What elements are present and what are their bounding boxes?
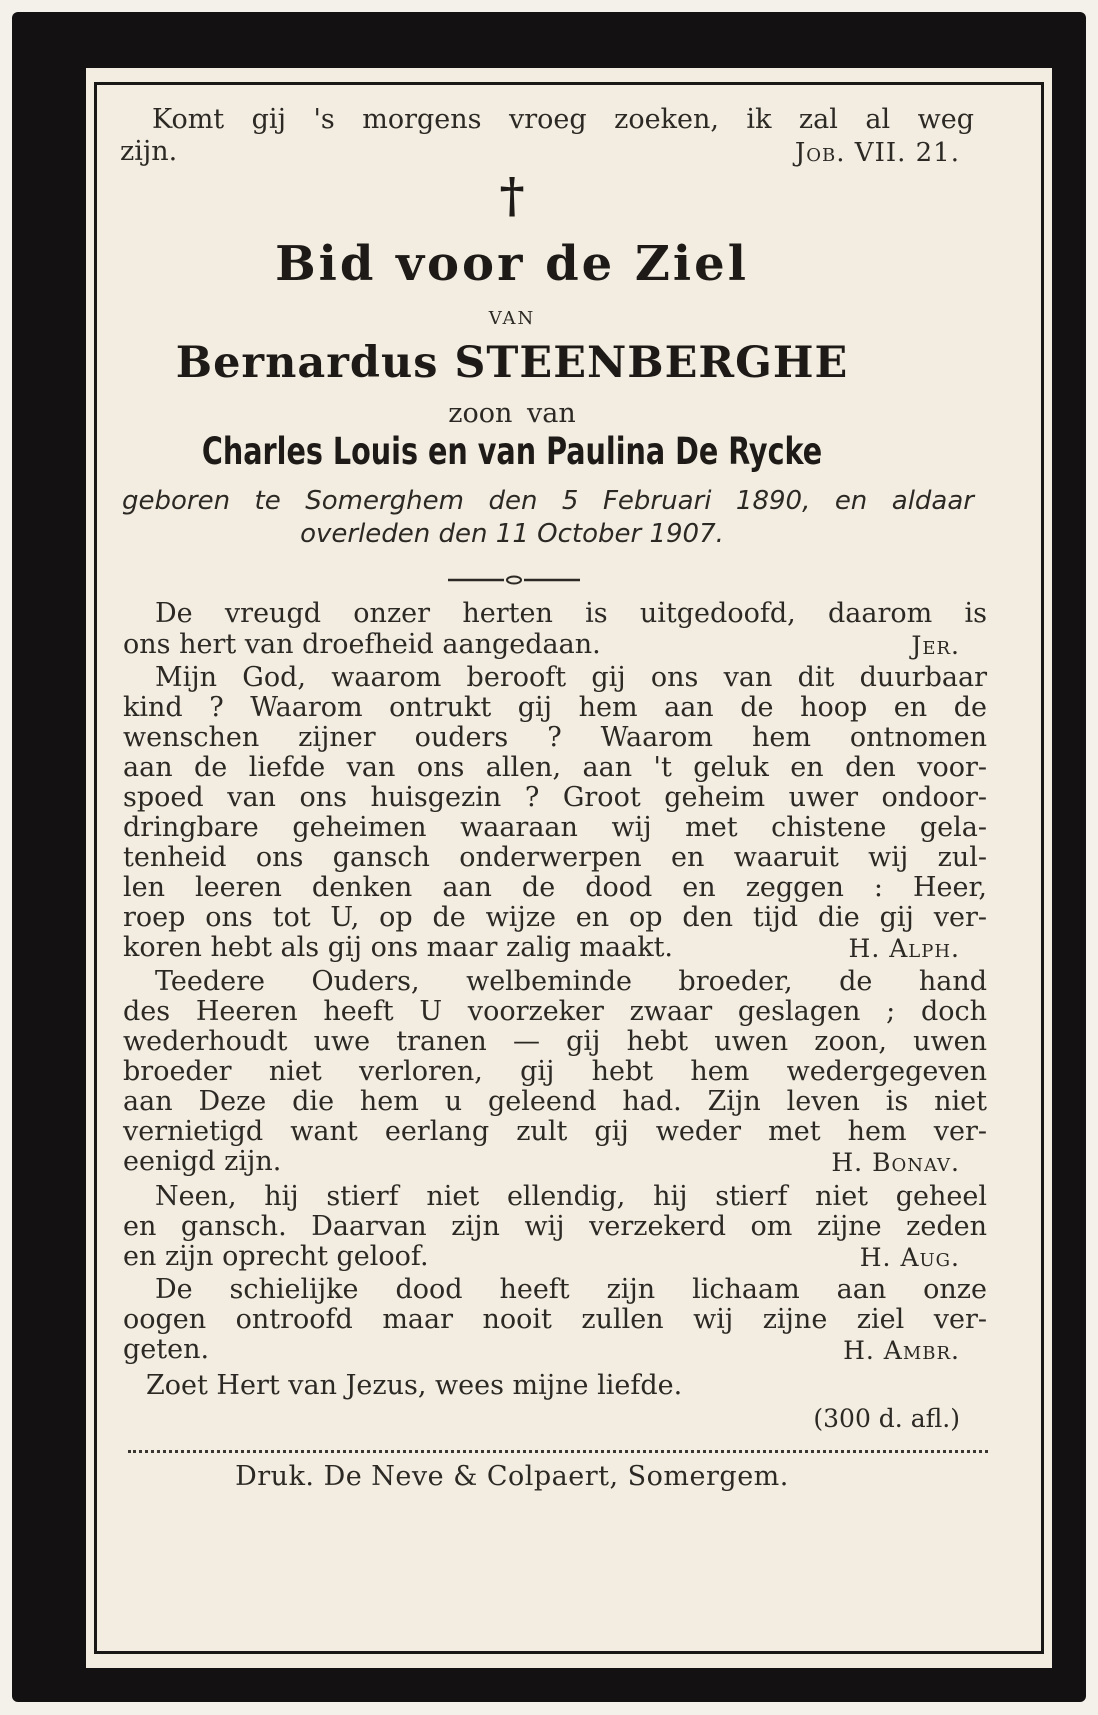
paragraph-4-reference: H. Aug. bbox=[859, 1243, 960, 1272]
paragraph-4-line-3: en zijn oprecht geloof. bbox=[123, 1241, 429, 1272]
deceased-name: Bernardus STEENBERGHE bbox=[175, 338, 849, 388]
paragraph-3-reference: H. Bonav. bbox=[831, 1148, 960, 1177]
paragraph-1-reference: Jer. bbox=[911, 631, 960, 660]
paragraph-5-line-1: De schielijke dood heeft zijn lichaam aan onze bbox=[155, 1274, 987, 1305]
paragraph-1-line-1: De vreugd onzer herten is uitgedoofd, daarom is bbox=[155, 598, 987, 629]
paragraph-3-line-2: des Heeren heeft U voorzeker zwaar geslagen ; doch bbox=[123, 996, 987, 1027]
epigraph-line-2: zijn. bbox=[120, 136, 178, 167]
paragraph-2-line-8: len leeren denken aan de dood en zeggen : Heer, bbox=[123, 872, 987, 903]
paragraph-4-line-1: Neen, hij stierf niet ellendig, hij stierf niet geheel bbox=[155, 1181, 987, 1212]
paragraph-2-line-1: Mijn God, waarom berooft gij ons van dit duurbaar bbox=[155, 662, 987, 693]
paragraph-3-line-5: aan Deze die hem u geleend had. Zijn leven is niet bbox=[123, 1086, 987, 1117]
van-label: VAN bbox=[488, 308, 536, 329]
paragraph-5-line-2: oogen ontroofd maar nooit zullen wij zijne ziel ver- bbox=[123, 1304, 987, 1335]
paragraph-2-line-2: kind ? Waarom ontrukt gij hem aan de hoop en de bbox=[123, 692, 987, 723]
paragraph-2-line-10: koren hebt als gij ons maar zalig maakt. bbox=[123, 932, 674, 963]
paragraph-2-line-4: aan de liefde van ons allen, aan 't geluk en den voor- bbox=[123, 752, 987, 783]
card-paper bbox=[86, 68, 1052, 1668]
parents-names: Charles Louis en van Paulina De Rycke bbox=[201, 430, 823, 473]
paragraph-4-line-2: en gansch. Daarvan zijn wij verzekerd om zijne zeden bbox=[123, 1211, 987, 1242]
indulgence-note: (300 d. afl.) bbox=[813, 1404, 960, 1433]
printer-credit: Druk. De Neve & Colpaert, Somergem. bbox=[235, 1461, 789, 1492]
paragraph-3-line-6: vernietigd want eerlang zult gij weder met hem ver- bbox=[123, 1116, 987, 1147]
paragraph-3-line-4: broeder niet verloren, gij hebt hem wedergegeven bbox=[123, 1056, 987, 1087]
paragraph-5-line-3: geten. bbox=[123, 1334, 210, 1365]
closing-prayer: Zoet Hert van Jezus, wees mijne liefde. bbox=[146, 1370, 683, 1401]
paragraph-2-line-9: roep ons tot U, op de wijze en op den tijd die gij ver- bbox=[123, 902, 987, 933]
paragraph-2-reference: H. Alph. bbox=[848, 934, 960, 963]
title: Bid voor de Ziel bbox=[275, 236, 749, 292]
paragraph-1-line-2: ons hert van droefheid aangedaan. bbox=[123, 629, 601, 660]
paragraph-3-line-1: Teedere Ouders, welbeminde broeder, de hand bbox=[155, 966, 987, 997]
memorial-card bbox=[12, 12, 1086, 1702]
zoon-van-label: zoon van bbox=[448, 398, 576, 429]
paragraph-5-reference: H. Ambr. bbox=[843, 1336, 960, 1365]
paragraph-2-line-3: wenschen zijner ouders ? Waarom hem ontnomen bbox=[123, 722, 987, 753]
paragraph-3-line-7: eenigd zijn. bbox=[123, 1146, 282, 1177]
paragraph-2-line-6: dringbare geheimen waaraan wij met chistene gela- bbox=[123, 812, 987, 843]
paragraph-3-line-3: wederhoudt uwe tranen — gij hebt uwen zoon, uwen bbox=[123, 1026, 987, 1057]
death-line: overleden den 11 October 1907. bbox=[300, 519, 724, 549]
paragraph-2-line-7: tenheid ons gansch onderwerpen en waaruit wij zul- bbox=[123, 842, 987, 873]
paragraph-2-line-5: spoed van ons huisgezin ? Groot geheim uwer ondoor- bbox=[123, 782, 987, 813]
dotted-separator bbox=[128, 1450, 988, 1453]
cross-icon: † bbox=[499, 168, 525, 224]
epigraph-line-1: Komt gij 's morgens vroeg zoeken, ik zal al weg bbox=[152, 104, 974, 135]
ornamental-divider bbox=[448, 572, 580, 582]
epigraph-reference: Job. VII. 21. bbox=[794, 138, 960, 168]
birth-line: geboren te Somerghem den 5 Februari 1890, en aldaar bbox=[122, 486, 974, 516]
